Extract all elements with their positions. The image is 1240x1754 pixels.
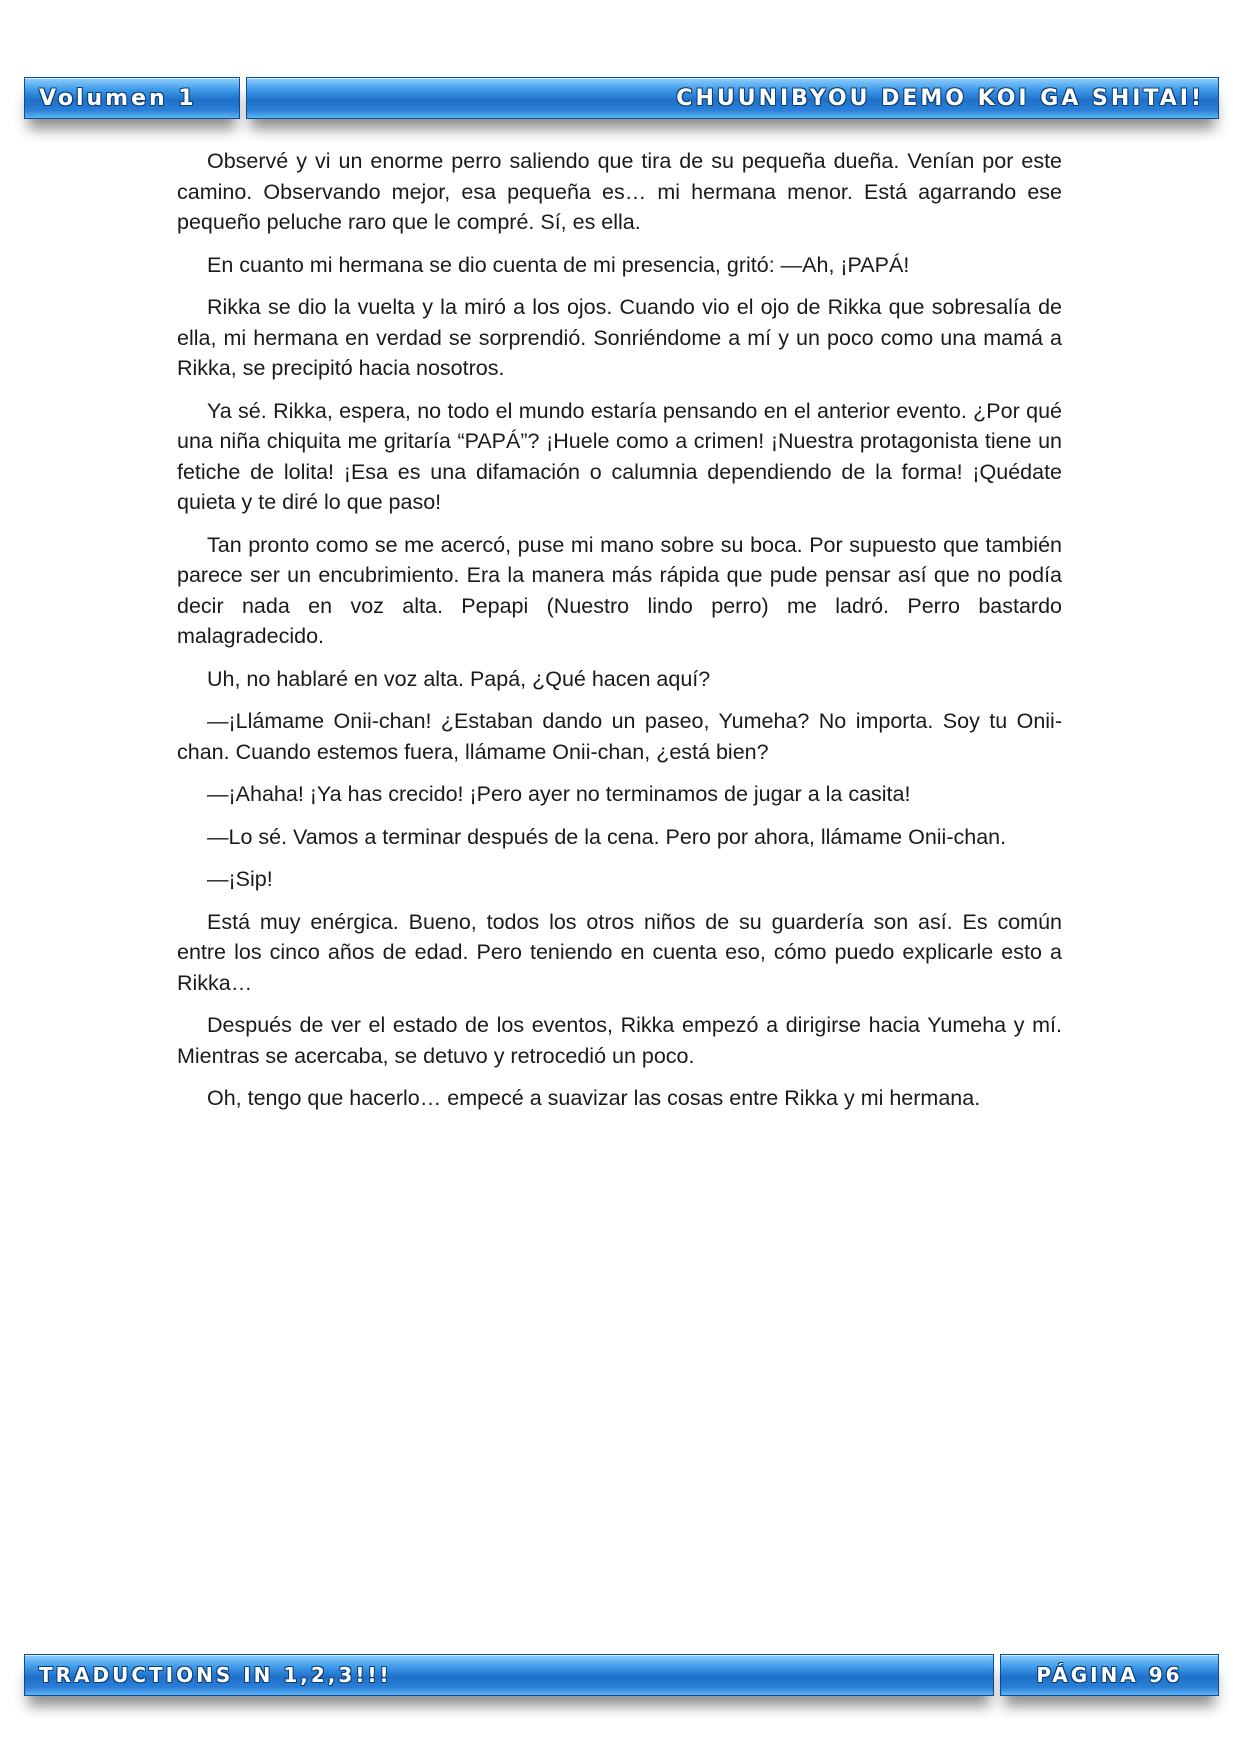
header-volume-label: Volumen 1 bbox=[39, 85, 197, 111]
paragraph: Observé y vi un enorme perro saliendo que tira de su pequeña dueña. Venían por este camino. Observando mejor, esa pequeña es… mi hermana menor. Está agarrando ese pequeño peluche raro que le compré. Sí, es ella. bbox=[177, 149, 1062, 234]
footer-credits-label: TRADUCTIONS IN 1,2,3!!! bbox=[39, 1663, 392, 1687]
paragraph: —¡Llámame Onii-chan! ¿Estaban dando un paseo, Yumeha? No importa. Soy tu Onii-chan. Cuando estemos fuera, llámame Onii-chan, ¿está bien? bbox=[177, 709, 1062, 764]
paragraph: Rikka se dio la vuelta y la miró a los ojos. Cuando vio el ojo de Rikka que sobresalía de ella, mi hermana en verdad se sorprendió. Sonriéndome a mí y un poco como una mamá a Rikka, se precipitó hacia nosotros. bbox=[177, 295, 1062, 380]
page-number: PÁGINA 96 bbox=[1036, 1663, 1183, 1687]
paragraph: Después de ver el estado de los eventos, Rikka empezó a dirigirse hacia Yumeha y mí. Mientras se acercaba, se detuvo y retrocedió un poco. bbox=[177, 1013, 1062, 1068]
header-volume-banner bbox=[24, 77, 240, 119]
page-body bbox=[177, 146, 1062, 1126]
paragraph: En cuanto mi hermana se dio cuenta de mi presencia, gritó: —Ah, ¡PAPÁ! bbox=[207, 252, 910, 277]
paragraph: —Lo sé. Vamos a terminar después de la cena. Pero por ahora, llámame Onii-chan. bbox=[207, 824, 1007, 849]
paragraph: Tan pronto como se me acercó, puse mi mano sobre su boca. Por supuesto que también parece ser un encubrimiento. Era la manera más rápida que pude pensar así que no podía decir nada en voz alta. Pepapi (Nuestro lindo perro) me ladró. Perro bastardo malagradecido. bbox=[177, 532, 1062, 648]
footer-credits-banner bbox=[24, 1654, 994, 1696]
paragraph: Oh, tengo que hacerlo… empecé a suavizar las cosas entre Rikka y mi hermana. bbox=[207, 1086, 981, 1110]
paragraph: —¡Sip! bbox=[207, 867, 273, 891]
paragraph: Uh, no hablaré en voz alta. Papá, ¿Qué hacen aquí? bbox=[207, 666, 711, 691]
header-book-title: CHUUNIBYOU DEMO KOI GA SHITAI! bbox=[676, 85, 1204, 111]
header-title-banner bbox=[246, 77, 1219, 119]
paragraph: Ya sé. Rikka, espera, no todo el mundo estaría pensando en el anterior evento. ¿Por qué una niña chiquita me gritaría “PAPÁ”? ¡Huele como a crimen! ¡Nuestra protagonista tiene un fetiche de lolita! ¡Esa es una difamación o calumnia dependiendo de la forma! ¡Quédate quieta y te diré lo que paso! bbox=[177, 398, 1062, 514]
paragraph: Está muy enérgica. Bueno, todos los otros niños de su guardería son así. Es común entre los cinco años de edad. Pero teniendo en cuenta eso, cómo puedo explicarle esto a Rikka… bbox=[177, 909, 1062, 995]
paragraph: —¡Ahaha! ¡Ya has crecido! ¡Pero ayer no terminamos de jugar a la casita! bbox=[207, 782, 911, 806]
footer-page-banner bbox=[1000, 1654, 1219, 1696]
